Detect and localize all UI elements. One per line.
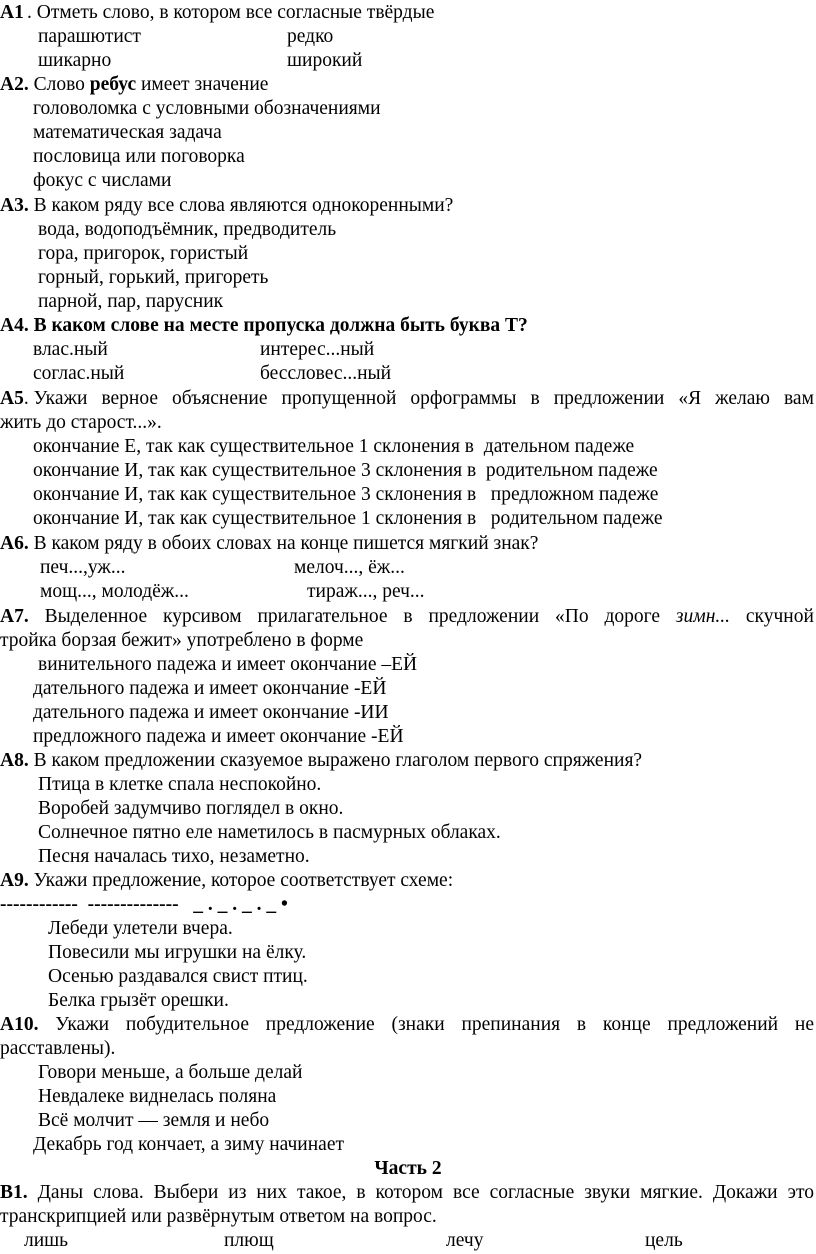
question-text: Слово bbox=[28, 74, 90, 95]
question-text: В каком ряду все слова являются однокоренными? bbox=[28, 195, 454, 216]
question-a7: А7. Выделенное курсивом прилагательное в предложении «По дороге зимн... скучной bbox=[0, 606, 814, 627]
question-number: А3. bbox=[0, 195, 29, 216]
question-a5: А5. Укажи верное объяснение пропущенной орфограммы в предложении «Я желаю вам bbox=[0, 388, 814, 409]
question-number: А4. bbox=[0, 315, 29, 336]
answer-option[interactable]: парашютист bbox=[38, 26, 141, 47]
answer-option[interactable]: гора, пригорок, гористый bbox=[38, 243, 249, 264]
key-word: ребус bbox=[89, 74, 137, 95]
answer-option[interactable]: предложного падежа и имеет окончание -ЕЙ bbox=[33, 726, 404, 747]
answer-option[interactable]: окончание И, так как существительное 3 склонения в родительном падеже bbox=[33, 460, 658, 481]
answer-option[interactable]: горный, горький, пригореть bbox=[38, 267, 269, 288]
question-text-continued: жить до старост...». bbox=[0, 412, 162, 433]
answer-option[interactable]: окончание И, так как существительное 3 склонения в предложном падеже bbox=[33, 484, 659, 505]
answer-option[interactable]: Всё молчит — земля и небо bbox=[38, 1110, 270, 1131]
answer-option[interactable]: Лебеди улетели вчера. bbox=[48, 918, 233, 939]
question-a2: А2. Слово ребус имеет значение bbox=[0, 74, 269, 95]
answer-option[interactable]: парной, пар, парусник bbox=[38, 291, 224, 312]
question-text: Даны bbox=[37, 1182, 84, 1203]
question-text: Выделенное bbox=[44, 606, 148, 627]
answer-option[interactable]: вода, водоподъёмник, предводитель bbox=[38, 219, 337, 240]
answer-option[interactable]: окончание И, так как существительное 1 склонения в родительном падеже bbox=[33, 508, 663, 529]
word-item: цель bbox=[645, 1230, 683, 1251]
question-text: Укажи bbox=[55, 1014, 110, 1035]
answer-option[interactable]: мелоч..., ёж... bbox=[294, 557, 405, 578]
question-a8 bbox=[0, 749, 816, 773]
question-text-continued: транскрипцией или развёрнутым ответом на вопрос. bbox=[0, 1206, 437, 1227]
question-text: В каком ряду в обоих словах на конце пишется мягкий знак? bbox=[28, 533, 539, 554]
question-number: А7. bbox=[0, 606, 29, 627]
question-a6 bbox=[0, 532, 816, 556]
answer-option[interactable]: широкий bbox=[287, 50, 363, 71]
answer-option[interactable]: Декабрь год кончает, а зиму начинает bbox=[33, 1134, 345, 1155]
question-text-continued: расставлены). bbox=[0, 1038, 116, 1059]
question-text: В каком слове на месте пропуска должна быть буква Т? bbox=[28, 315, 528, 336]
answer-option[interactable]: фокус с числами bbox=[33, 170, 172, 191]
word-list bbox=[0, 1229, 816, 1253]
italic-word: зимн... bbox=[675, 606, 731, 627]
question-number: А1 bbox=[0, 2, 24, 23]
word-item: лечу bbox=[446, 1230, 484, 1251]
answer-option[interactable]: дательного падежа и имеет окончание -ИИ bbox=[33, 702, 389, 723]
answer-option[interactable]: дательного падежа и имеет окончание -ЕЙ bbox=[33, 678, 387, 699]
answer-option[interactable]: бессловес...ный bbox=[260, 363, 392, 384]
question-number: А2. bbox=[0, 74, 29, 95]
answer-option[interactable]: математическая задача bbox=[33, 122, 222, 143]
answer-option[interactable]: тираж..., реч... bbox=[307, 581, 425, 602]
answer-option[interactable]: шикарно bbox=[38, 50, 112, 71]
question-number: А8. bbox=[0, 750, 29, 771]
word-item: лишь bbox=[24, 1230, 69, 1251]
answer-option[interactable]: мощ..., молодёж... bbox=[40, 581, 189, 602]
question-a4 bbox=[0, 314, 816, 338]
question-a3 bbox=[0, 194, 816, 218]
answer-option[interactable]: Солнечное пятно еле наметилось в пасмурных облаках. bbox=[38, 822, 501, 843]
answer-option[interactable]: окончание Е, так как существительное 1 склонения в дательном падеже bbox=[33, 436, 635, 457]
question-a1 bbox=[0, 1, 816, 25]
answer-option[interactable]: пословица или поговорка bbox=[33, 146, 245, 167]
question-a9 bbox=[0, 869, 816, 893]
section-title: Часть 2 bbox=[374, 1158, 442, 1179]
answer-option[interactable]: редко bbox=[287, 26, 334, 47]
question-text: . Отметь слово, в котором все согласные твёрдые bbox=[27, 2, 435, 23]
answer-option[interactable]: Белка грызёт орешки. bbox=[48, 990, 229, 1011]
answer-option[interactable]: винительного падежа и имеет окончание –ЕЙ bbox=[38, 654, 418, 675]
answer-option[interactable]: интерес...ный bbox=[260, 339, 375, 360]
answer-option[interactable]: Повесили мы игрушки на ёлку. bbox=[48, 942, 307, 963]
answer-option[interactable]: Говори меньше, а больше делай bbox=[38, 1062, 303, 1083]
question-number: А10. bbox=[0, 1014, 39, 1035]
question-b1: В1. Даны слова. Выбери из них такое, в котором все согласные звуки мягкие. Докажи это bbox=[0, 1182, 814, 1203]
question-text-continued: тройка борзая бежит» употреблено в форме bbox=[0, 630, 364, 651]
answer-option[interactable]: печ...,уж... bbox=[40, 557, 126, 578]
answer-option[interactable]: головоломка с условными обозначениями bbox=[33, 98, 381, 119]
answer-option[interactable]: Осенью раздавался свист птиц. bbox=[48, 966, 308, 987]
question-a10: А10. Укажи побудительное предложение (знаки препинания в конце предложений не bbox=[0, 1014, 814, 1035]
answer-option[interactable]: влас.ный bbox=[33, 339, 108, 360]
question-text: В каком предложении сказуемое выражено глаголом первого спряжения? bbox=[28, 750, 643, 771]
answer-option[interactable]: Невдалеке виднелась поляна bbox=[38, 1086, 277, 1107]
answer-option[interactable]: Птица в клетке спала неспокойно. bbox=[38, 774, 322, 795]
question-number: А6. bbox=[0, 533, 29, 554]
word-item: плющ bbox=[224, 1230, 274, 1251]
question-number: В1. bbox=[0, 1182, 28, 1203]
answer-option[interactable]: Песня началась тихо, незаметно. bbox=[38, 846, 310, 867]
question-number: А5 bbox=[0, 388, 24, 409]
answer-option[interactable]: соглас.ный bbox=[33, 363, 125, 384]
question-text: . Укажи bbox=[23, 388, 88, 409]
sentence-scheme: ------------ -------------- _ . _ . _ . _ • bbox=[0, 894, 288, 915]
question-text: Укажи предложение, которое соответствует схеме: bbox=[28, 870, 454, 891]
question-number: А9. bbox=[0, 870, 29, 891]
answer-option[interactable]: Воробей задумчиво поглядел в окно. bbox=[38, 798, 344, 819]
